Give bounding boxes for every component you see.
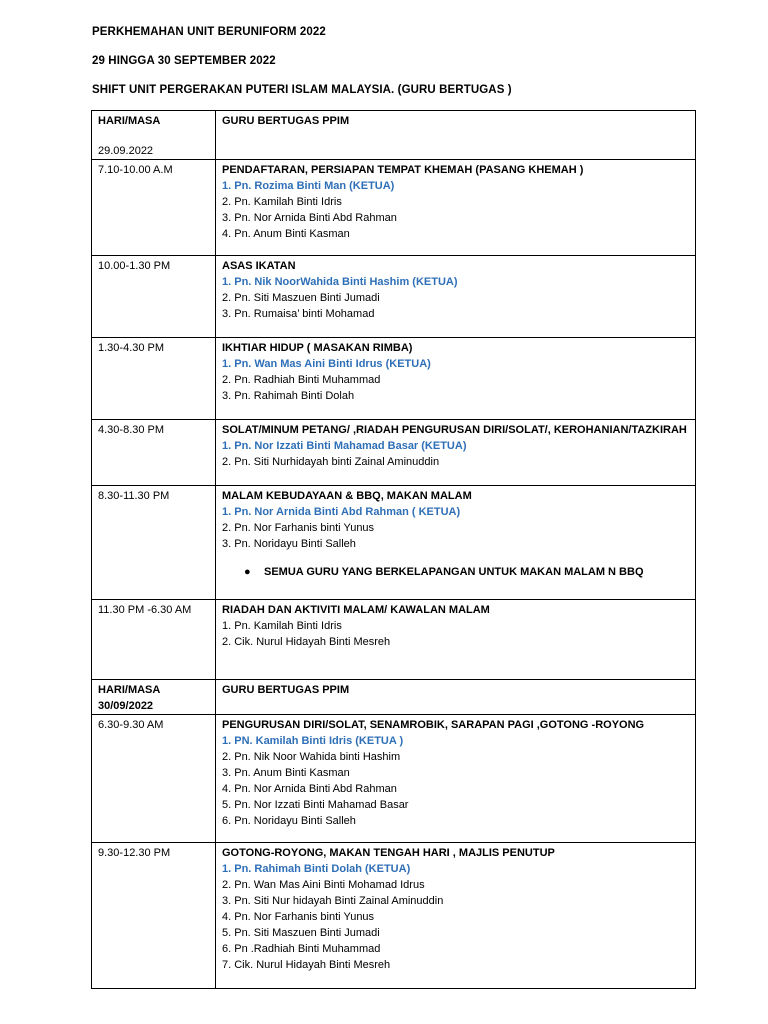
member-name: 3. Pn. Anum Binti Kasman xyxy=(222,767,350,779)
activity-title: RIADAH DAN AKTIVITI MALAM/ KAWALAN MALAM xyxy=(222,604,490,616)
member-name: 5. Pn. Nor Izzati Binti Mahamad Basar xyxy=(222,799,409,811)
activity-title: PENGURUSAN DIRI/SOLAT, SENAMROBIK, SARAPAN PAGI ,GOTONG -ROYONG xyxy=(222,719,645,731)
table-row xyxy=(92,843,696,989)
day1-date: 29.09.2022 xyxy=(98,145,154,157)
time-slot: 11.30 PM -6.30 AM xyxy=(98,604,192,616)
member-name: 2. Pn. Siti Nurhidayah binti Zainal Aminuddin xyxy=(222,456,440,468)
time-cell xyxy=(92,420,216,486)
table-row xyxy=(92,256,696,338)
activity-title: PENDAFTARAN, PERSIAPAN TEMPAT KHEMAH (PASANG KHEMAH ) xyxy=(222,164,584,176)
note-item xyxy=(222,564,690,580)
time-slot: 8.30-11.30 PM xyxy=(98,490,170,502)
time-slot: 9.30-12.30 PM xyxy=(98,847,171,859)
day2-date: 30/09/2022 xyxy=(98,700,154,712)
time-slot: 10.00-1.30 PM xyxy=(98,260,171,272)
duty-cell xyxy=(216,843,696,989)
member-name: 6. Pn .Radhiah Binti Muhammad xyxy=(222,943,381,955)
activity-title: GOTONG-ROYONG, MAKAN TENGAH HARI , MAJLIS PENUTUP xyxy=(222,847,555,859)
member-name: 2. Pn. Wan Mas Aini Binti Mohamad Idrus xyxy=(222,879,425,891)
time-cell xyxy=(92,160,216,256)
time-cell xyxy=(92,486,216,600)
leader-name: 1. PN. Kamilah Binti Idris (KETUA ) xyxy=(222,735,404,747)
member-name: 2. Pn. Nor Farhanis binti Yunus xyxy=(222,522,375,534)
time-slot: 1.30-4.30 PM xyxy=(98,342,165,354)
member-name: 4. Pn. Nor Arnida Binti Abd Rahman xyxy=(222,783,397,795)
bullet-icon: ● xyxy=(244,566,251,578)
member-name: 3. Pn. Siti Nur hidayah Binti Zainal Aminuddin xyxy=(222,895,444,907)
table-row xyxy=(92,715,696,843)
time-cell xyxy=(92,600,216,680)
note-text: SEMUA GURU YANG BERKELAPANGAN UNTUK MAKAN MALAM N BBQ xyxy=(264,566,644,578)
day1-heading-cell xyxy=(216,111,696,160)
member-name: 2. Pn. Siti Maszuen Binti Jumadi xyxy=(222,292,380,304)
duty-cell xyxy=(216,338,696,420)
member-name: 2. Pn. Nik Noor Wahida binti Hashim xyxy=(222,751,401,763)
day1-heading: GURU BERTUGAS PPIM xyxy=(222,115,350,127)
table-row xyxy=(92,338,696,420)
member-name: 3. Pn. Rumaisa’ binti Mohamad xyxy=(222,308,375,320)
leader-name: 1. Pn. Nik NoorWahida Binti Hashim (KETUA) xyxy=(222,276,458,288)
duty-cell xyxy=(216,256,696,338)
day1-label-cell xyxy=(92,111,216,160)
member-name: 3. Pn. Rahimah Binti Dolah xyxy=(222,390,355,402)
day2-heading: GURU BERTUGAS PPIM xyxy=(222,684,350,696)
member-name: 4. Pn. Nor Farhanis binti Yunus xyxy=(222,911,375,923)
table-row xyxy=(92,600,696,680)
day1-header-row xyxy=(92,111,696,160)
member-name: 2. Cik. Nurul Hidayah Binti Mesreh xyxy=(222,636,391,648)
leader-name: 1. Pn. Rozima Binti Man (KETUA) xyxy=(222,180,395,192)
activity-title: ASAS IKATAN xyxy=(222,260,296,272)
duty-schedule-table xyxy=(91,110,696,989)
member-name: 3. Pn. Nor Arnida Binti Abd Rahman xyxy=(222,212,397,224)
leader-name: 1. Pn. Rahimah Binti Dolah (KETUA) xyxy=(222,863,411,875)
document-title: PERKHEMAHAN UNIT BERUNIFORM 2022 xyxy=(92,26,326,38)
table-row xyxy=(92,160,696,256)
duty-cell xyxy=(216,420,696,486)
day1-label: HARI/MASA xyxy=(98,115,161,127)
member-name: 1. Pn. Kamilah Binti Idris xyxy=(222,620,342,632)
table-row xyxy=(92,420,696,486)
day2-label: HARI/MASA xyxy=(98,684,161,696)
leader-name: 1. Pn. Nor Izzati Binti Mahamad Basar (KETUA) xyxy=(222,440,467,452)
member-name: 2. Pn. Kamilah Binti Idris xyxy=(222,196,342,208)
table-row xyxy=(92,486,696,600)
time-slot: 6.30-9.30 AM xyxy=(98,719,164,731)
time-cell xyxy=(92,843,216,989)
member-name: 4. Pn. Anum Binti Kasman xyxy=(222,228,350,240)
member-name: 6. Pn. Noridayu Binti Salleh xyxy=(222,815,356,827)
member-name: 2. Pn. Radhiah Binti Muhammad xyxy=(222,374,381,386)
time-cell xyxy=(92,338,216,420)
activity-title: MALAM KEBUDAYAAN & BBQ, MAKAN MALAM xyxy=(222,490,472,502)
duty-cell xyxy=(216,160,696,256)
member-name: 7. Cik. Nurul Hidayah Binti Mesreh xyxy=(222,959,391,971)
document-subtitle: SHIFT UNIT PERGERAKAN PUTERI ISLAM MALAYSIA. (GURU BERTUGAS ) xyxy=(92,84,512,96)
day2-header-row xyxy=(92,680,696,715)
time-cell xyxy=(92,715,216,843)
activity-title: IKHTIAR HIDUP ( MASAKAN RIMBA) xyxy=(222,342,413,354)
member-name: 5. Pn. Siti Maszuen Binti Jumadi xyxy=(222,927,380,939)
day2-label-cell xyxy=(92,680,216,715)
time-slot: 4.30-8.30 PM xyxy=(98,424,165,436)
leader-name: 1. Pn. Wan Mas Aini Binti Idrus (KETUA) xyxy=(222,358,431,370)
time-slot: 7.10-10.00 A.M xyxy=(98,164,173,176)
member-name: 3. Pn. Noridayu Binti Salleh xyxy=(222,538,356,550)
duty-cell xyxy=(216,600,696,680)
leader-name: 1. Pn. Nor Arnida Binti Abd Rahman ( KETUA) xyxy=(222,506,461,518)
activity-title: SOLAT/MINUM PETANG/ ,RIADAH PENGURUSAN DIRI/SOLAT/, KEROHANIAN/TAZKIRAH xyxy=(222,424,687,436)
duty-cell xyxy=(216,486,696,600)
duty-cell xyxy=(216,715,696,843)
time-cell xyxy=(92,256,216,338)
document-dates: 29 HINGGA 30 SEPTEMBER 2022 xyxy=(92,55,276,67)
day2-heading-cell xyxy=(216,680,696,715)
